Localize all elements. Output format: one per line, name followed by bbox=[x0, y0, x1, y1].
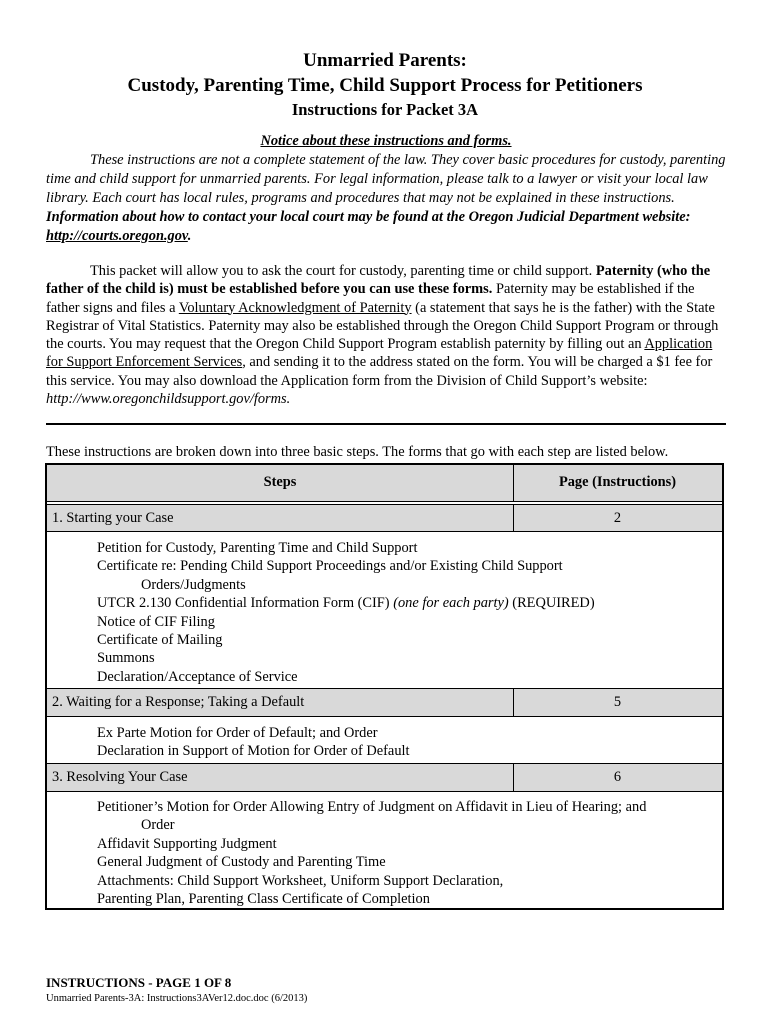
list-item: Order bbox=[141, 817, 175, 834]
paternity-warning: Paternity (who the father of the child is) must be established before you can use these forms. bbox=[46, 263, 711, 298]
step-2-label: 2. Waiting for a Response; Taking a Default bbox=[52, 694, 305, 710]
list-item: Affidavit Supporting Judgment bbox=[97, 835, 277, 852]
notice-heading: Notice about these instructions and forms. bbox=[260, 133, 512, 149]
list-item: Ex Parte Motion for Order of Default; and Order bbox=[97, 725, 378, 741]
packet-title: Instructions for Packet 3A bbox=[291, 100, 479, 119]
courts-website-link[interactable]: http://courts.oregon.gov bbox=[46, 228, 188, 244]
document-title: Unmarried Parents: bbox=[303, 50, 467, 71]
notice-section bbox=[46, 132, 726, 246]
document-info: Unmarried Parents-3A: Instructions3AVer12.doc.doc (6/2013) bbox=[46, 993, 308, 1004]
notice-period: . bbox=[187, 228, 192, 244]
voluntary-acknowledgment-link[interactable]: Voluntary Acknowledgment of Paternity bbox=[178, 299, 412, 316]
list-item: Parenting Plan, Parenting Class Certificate of Completion bbox=[97, 891, 430, 908]
intro-text-4: , and sending it to the address stated on the form. You will be charged a $1 fee for this service. You may also download the Application form from the Division of Child Support’s website: bbox=[46, 354, 713, 389]
step-1-label: 1. Starting your Case bbox=[52, 510, 174, 526]
step-3-label: 3. Resolving Your Case bbox=[52, 769, 188, 785]
table-row-step-1 bbox=[47, 504, 722, 532]
intro-text-3: (a statement that says he is the father) with the State Registrar of Vital Statistics. Paternity may also be established through the Oregon Child Support Program or through the courts. You may request that the Oregon Child Support Program establish paternity by filling out an bbox=[46, 299, 719, 353]
list-item: Orders/Judgments bbox=[141, 576, 246, 593]
steps-table bbox=[45, 463, 724, 910]
list-item: Declaration/Acceptance of Service bbox=[97, 668, 298, 685]
table-header-row bbox=[47, 465, 722, 502]
list-item: Certificate of Mailing bbox=[97, 632, 223, 649]
notice-contact-text: Information about how to contact your local court may be found at the Oregon Judicial Department website: bbox=[46, 209, 691, 225]
list-item: Attachments: Child Support Worksheet, Uniform Support Declaration, bbox=[97, 872, 504, 889]
list-item: Petitioner’s Motion for Order Allowing Entry of Judgment on Affidavit in Lieu of Hearing; and bbox=[97, 799, 647, 815]
list-item bbox=[97, 594, 595, 612]
intro-text-2: Paternity may be established if the father signs and files a bbox=[46, 281, 695, 316]
cif-form-required: (REQUIRED) bbox=[508, 595, 595, 612]
table-row-step-2 bbox=[47, 688, 722, 717]
steps-intro: These instructions are broken down into three basic steps. The forms that go with each step are listed below. bbox=[46, 444, 669, 460]
child-support-website-link[interactable]: http://www.oregonchildsupport.gov/forms bbox=[46, 391, 287, 408]
steps-column-header: Steps bbox=[263, 474, 297, 490]
list-item: Certificate re: Pending Child Support Proceedings and/or Existing Child Support bbox=[97, 558, 563, 575]
list-item: Summons bbox=[97, 650, 155, 667]
step-2-forms-list bbox=[97, 724, 410, 761]
step-1-page: 2 bbox=[613, 510, 622, 526]
list-item: Petition for Custody, Parenting Time and Child Support bbox=[97, 540, 418, 556]
list-item: General Judgment of Custody and Parenting Time bbox=[97, 854, 386, 871]
cif-form-name: UTCR 2.130 Confidential Information Form (CIF) bbox=[97, 595, 394, 612]
notice-body: These instructions are not a complete statement of the law. They cover basic procedures for custody, parenting time and child support for unmarried parents. For legal information, please talk to a lawyer or visit your local law library. Each court has local rules, programs and procedures that may not be explained in these instructions. bbox=[46, 152, 726, 206]
application-support-link[interactable]: Application for Support Enforcement Services bbox=[46, 336, 713, 371]
list-item: Declaration in Support of Motion for Order of Default bbox=[97, 743, 410, 760]
intro-period: . bbox=[286, 391, 291, 408]
cif-form-note: (one for each party) bbox=[393, 595, 509, 612]
step-2-page: 5 bbox=[613, 694, 622, 710]
intro-text-1: This packet will allow you to ask the court for custody, parenting time or child support. bbox=[90, 263, 596, 279]
table-row-step-3 bbox=[47, 763, 722, 792]
document-subtitle: Custody, Parenting Time, Child Support Process for Petitioners bbox=[127, 75, 643, 96]
page-footer-label: INSTRUCTIONS - PAGE 1 OF 8 bbox=[46, 975, 232, 990]
step-3-forms-list bbox=[97, 798, 646, 908]
page-column-header: Page (Instructions) bbox=[558, 474, 677, 490]
intro-paragraph bbox=[46, 262, 726, 408]
step-1-forms-list bbox=[97, 539, 595, 686]
section-divider bbox=[46, 423, 726, 425]
step-3-page: 6 bbox=[613, 769, 622, 785]
list-item: Notice of CIF Filing bbox=[97, 613, 215, 630]
